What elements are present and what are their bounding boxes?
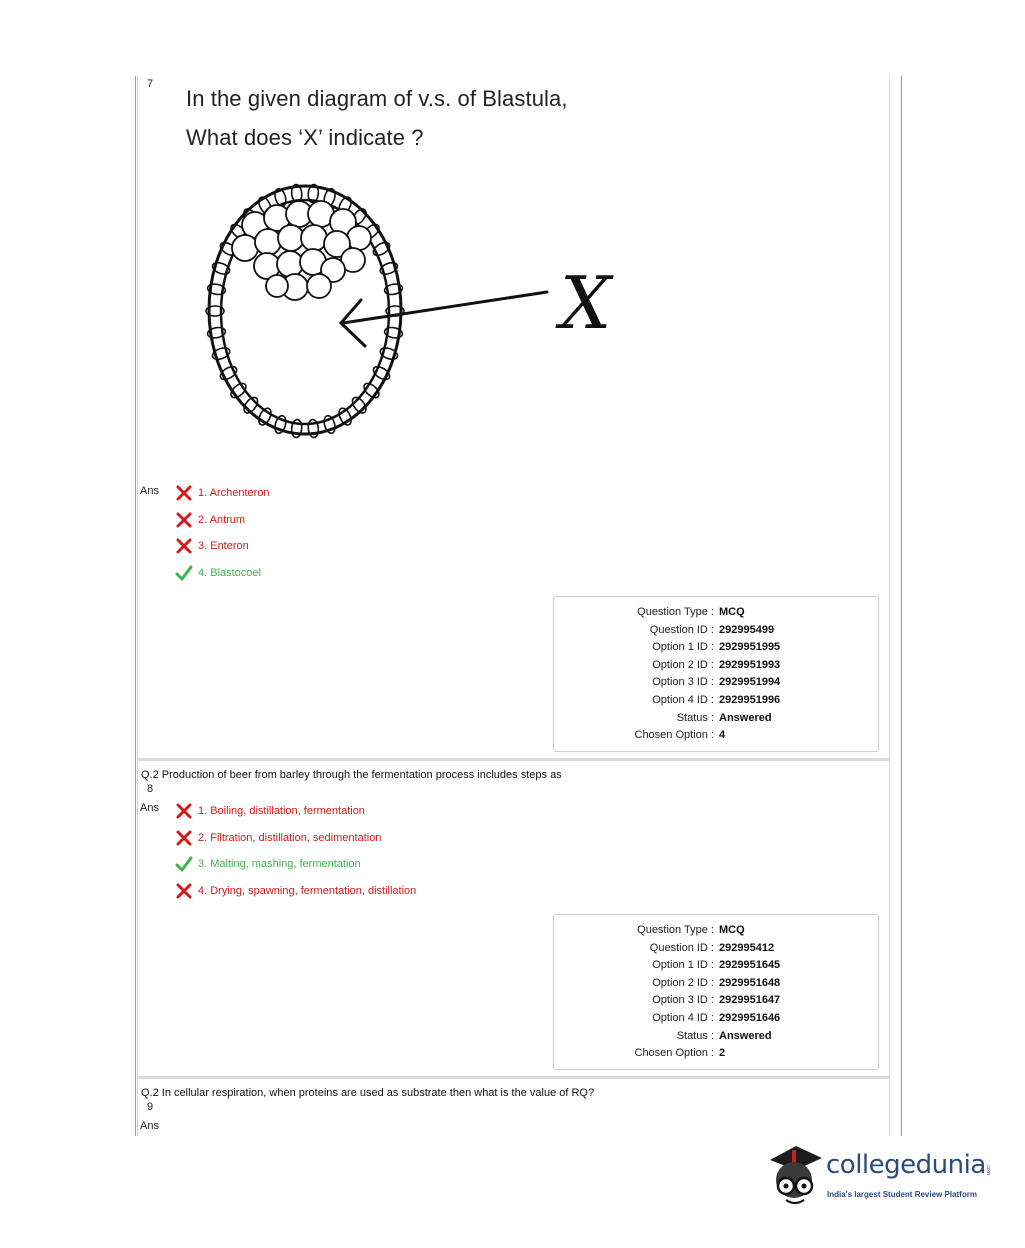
info-value: 2929951648 [719,976,781,989]
frame-left-border [135,76,136,1136]
info-value: 292995412 [719,941,775,954]
info-row [554,1028,878,1045]
question-text [141,1087,594,1099]
info-value: 2929951647 [719,994,781,1007]
answer-option-label: 1. Archenteron [198,487,270,499]
question-text [141,769,562,781]
info-row [554,674,878,691]
mascot-icon [766,1142,826,1212]
q1-info-box [553,596,879,752]
answer-option-label: 3. Malting, mashing, fermentation [198,858,361,870]
answer-option-label: 3. Enteron [198,540,249,552]
info-row [554,1010,878,1027]
info-row [554,1045,878,1062]
question-number: 9 [147,1101,154,1113]
section-divider [137,758,889,761]
info-value: Answered [719,1029,772,1042]
frame-left-inner-border [137,76,138,1136]
info-value: 2 [719,1047,726,1060]
answer-option-label: 1. Boiling, distillation, fermentation [198,805,365,817]
check-icon [175,855,193,873]
question-prefix: Q.2 [141,1087,159,1099]
info-value: 292995499 [719,623,775,636]
cross-icon [175,537,193,555]
wall-cell [337,406,354,427]
wall-cell [361,381,381,401]
answer-option [175,563,261,583]
info-value: 2929951993 [719,658,781,671]
wall-cell [228,381,248,401]
section-divider [137,1076,889,1079]
cross-icon [175,829,193,847]
answer-option-label: 2. Antrum [198,513,246,526]
info-key: Status : [676,1029,714,1042]
cross-icon [175,484,193,502]
info-row [554,604,878,621]
info-key: Option 4 ID : [652,1012,714,1024]
answer-option [175,483,270,503]
info-key: Question ID : [649,941,714,954]
info-row [554,639,878,656]
wall-cell [256,406,273,427]
info-key: Question Type : [637,924,714,936]
brand-tagline: India's largest Student Review Platform [827,1190,977,1199]
info-key: Question Type : [637,606,714,618]
info-value: MCQ [719,606,745,618]
answer-option [175,854,361,874]
wall-cell [350,395,369,415]
frame-right-border [901,76,902,1136]
wall-cell [218,364,239,382]
answer-option [175,510,245,530]
question-body: Production of beer from barley through the fermentation process includes steps as [161,769,562,781]
info-key: Question ID : [649,623,714,636]
pointer-arrow [341,292,547,346]
info-key: Chosen Option : [634,729,714,742]
info-row [554,710,878,727]
answer-option-label: 2. Filtration, distillation, sedimentation [198,831,382,844]
info-row [554,692,878,709]
info-key: Option 2 ID : [652,976,714,989]
question-prefix: Q.2 [141,769,159,781]
info-key: Chosen Option : [634,1047,714,1060]
answer-label: Ans [140,802,159,814]
info-value: 2929951994 [719,676,781,689]
question-body: In cellular respiration, when proteins are used as substrate then what is the value of RQ? [161,1087,595,1099]
info-row [554,957,878,974]
wall-cell [241,395,260,415]
answer-label: Ans [140,485,159,497]
answer-option [175,801,365,821]
diagram-x-label: X [560,261,612,345]
info-key: Status : [676,711,714,724]
frame-right-inner-border [889,76,890,1136]
answer-option-label: 4. Drying, spawning, fermentation, distillation [198,884,417,897]
answer-option [175,536,249,556]
info-row [554,657,878,674]
info-row [554,975,878,992]
info-key: Option 2 ID : [652,658,714,671]
info-row [554,992,878,1009]
info-value: 2929951645 [719,959,781,972]
question-text-line-2: What does ‘X’ indicate ? [186,125,424,150]
wall-cell [371,240,392,258]
info-value: 4 [719,729,726,742]
q2-info-box [553,914,879,1070]
info-key: Option 1 ID : [652,641,714,654]
cross-icon [175,511,193,529]
answer-option [175,881,416,901]
info-value: 2929951996 [719,694,781,706]
info-key: Option 4 ID : [652,694,714,706]
info-value: Answered [719,711,772,724]
cross-icon [175,802,193,820]
cross-icon [175,882,193,900]
answer-option [175,828,381,848]
brand-domain: .com [985,1164,991,1175]
info-value: MCQ [719,924,745,936]
question-number: 7 [147,78,154,90]
collegedunia-logo [766,1142,996,1212]
info-key: Option 1 ID : [652,959,714,972]
question-number: 8 [147,783,154,795]
info-row [554,727,878,744]
answer-label: Ans [140,1120,159,1132]
info-row [554,622,878,639]
info-row [554,940,878,957]
info-row [554,922,878,939]
question-text-line-1: In the given diagram of v.s. of Blastula, [186,86,568,111]
info-value: 2929951995 [719,641,781,654]
info-key: Option 3 ID : [652,994,714,1007]
blastula-diagram [195,180,655,460]
inner-cell-mass [232,201,371,300]
info-value: 2929951646 [719,1012,781,1024]
wall-cell [371,364,392,382]
brand-name: collegedunia [826,1150,986,1180]
answer-option-label: 4. Blastocoel [198,566,261,579]
check-icon [175,564,193,582]
info-key: Option 3 ID : [652,676,714,689]
